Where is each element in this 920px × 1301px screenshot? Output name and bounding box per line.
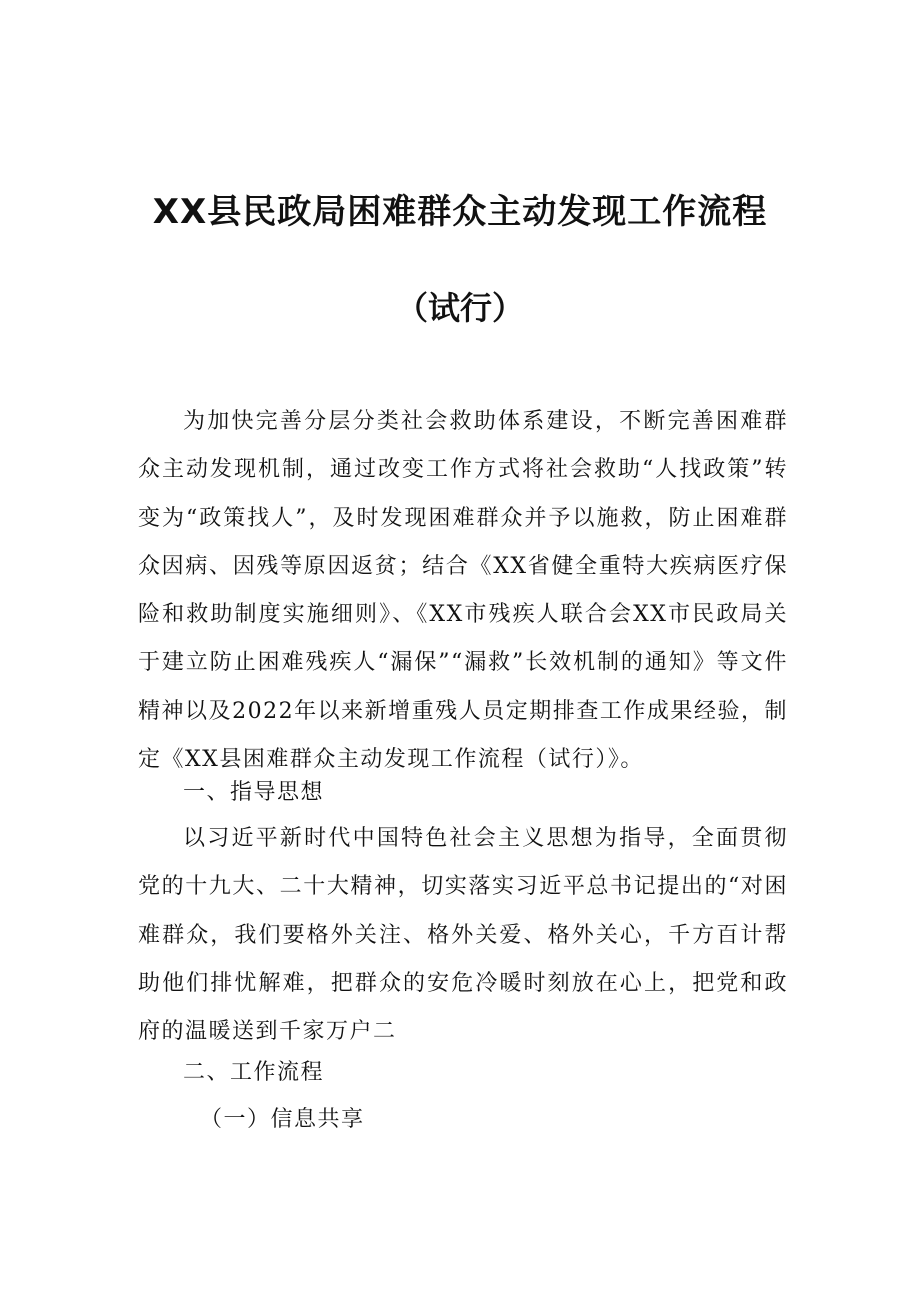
document-subtitle: （试行） xyxy=(395,289,524,327)
section-heading-guiding-ideology: 一、指导思想 xyxy=(183,780,325,805)
subsection-heading-information-sharing: （一）信息共享 xyxy=(200,1107,365,1132)
guiding-ideology-paragraph: 以习近平新时代中国特色社会主义思想为指导，全面贯彻党的十九大、二十大精神，切实落实习近平总书记提出的“对困难群众，我们要格外关注、格外关爱、格外关心，千方百计帮助他们排忧解难，把群众的安危冷暖时刻放在心上，把党和政府的温暖送到千家万户二 xyxy=(138,826,788,1045)
intro-paragraph: 为加快完善分层分类社会救助体系建设，不断完善困难群众主动发现机制，通过改变工作方式将社会救助“人找政策”转变为“政策找人”，及时发现困难群众并予以施救，防止困难群众因病、因残等原因返贫；结合《XX省健全重特大疾病医疗保险和救助制度实施细则》、《XX市残疾人联合会XX市民政局关于建立防止困难残疾人“漏保”“漏救”长效机制的通知》等文件精神以及2022年以来新增重残人员定期排查工作成果经验，制定《XX县困难群众主动发现工作流程（试行）》。 xyxy=(138,409,788,773)
document-title: XX县民政局困难群众主动发现工作流程 xyxy=(152,192,768,232)
section-heading-workflow: 二、工作流程 xyxy=(183,1060,325,1085)
